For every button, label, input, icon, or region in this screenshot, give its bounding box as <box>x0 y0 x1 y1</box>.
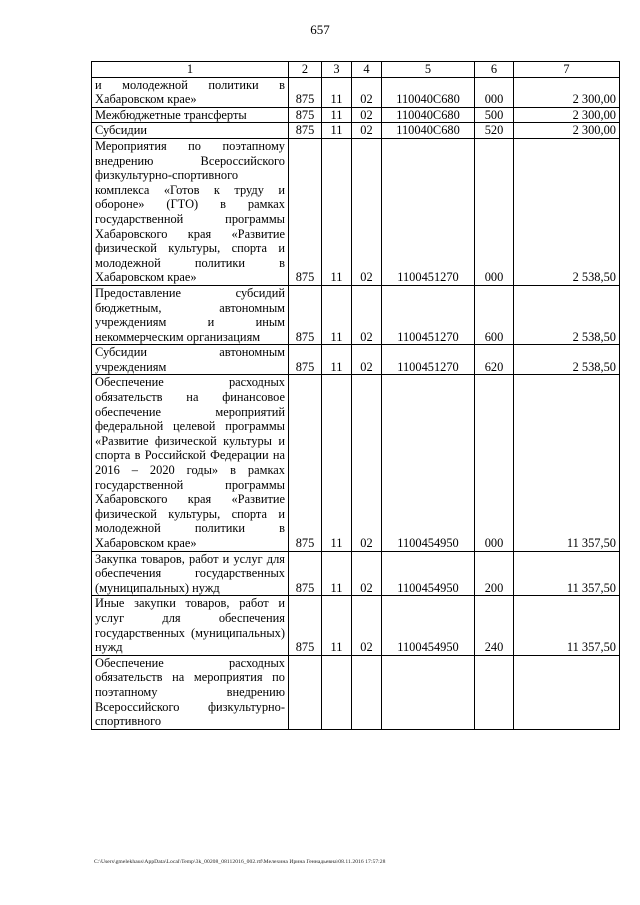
row-col-4: 02 <box>352 596 382 655</box>
row-col-2: 875 <box>289 123 322 139</box>
row-col-7: 2 300,00 <box>514 77 620 107</box>
row-col-3: 11 <box>322 285 352 344</box>
budget-table <box>91 61 620 730</box>
row-name: Межбюджетные трансферты <box>92 107 289 123</box>
row-col-4: 02 <box>352 123 382 139</box>
row-col-4: 02 <box>352 285 382 344</box>
row-col-3: 11 <box>322 123 352 139</box>
row-col-7: 2 538,50 <box>514 138 620 285</box>
row-col-5: 110040С680 <box>382 107 475 123</box>
row-col-3: 11 <box>322 138 352 285</box>
row-name: Мероприятия по поэтапному внедрению Всероссийского физкультурно-спортивного комплекса «Готов к труду и обороне» (ГТО) в рамках государственной программы Хабаровского края «Развитие физической культуры, спорта и молодежной политики в Хабаровском крае» <box>92 138 289 285</box>
header-cell: 4 <box>352 62 382 78</box>
table-header-row <box>92 62 620 78</box>
row-col-6: 000 <box>475 375 514 551</box>
row-name: Иные закупки товаров, работ и услуг для обеспечения государственных (муниципальных) нужд <box>92 596 289 655</box>
row-col-5: 1100451270 <box>382 285 475 344</box>
row-col-5 <box>382 655 475 729</box>
row-name: Субсидии <box>92 123 289 139</box>
row-col-6: 000 <box>475 77 514 107</box>
table-row <box>92 375 620 551</box>
row-col-7: 11 357,50 <box>514 375 620 551</box>
header-cell: 3 <box>322 62 352 78</box>
row-col-6: 620 <box>475 345 514 375</box>
table-row <box>92 285 620 344</box>
row-col-2 <box>289 655 322 729</box>
table-row <box>92 345 620 375</box>
header-cell: 7 <box>514 62 620 78</box>
row-col-7: 2 300,00 <box>514 123 620 139</box>
row-name: и молодежной политики в Хабаровском крае» <box>92 77 289 107</box>
header-cell: 1 <box>92 62 289 78</box>
row-col-4: 02 <box>352 107 382 123</box>
row-col-2: 875 <box>289 596 322 655</box>
row-col-3: 11 <box>322 345 352 375</box>
row-col-5: 1100454950 <box>382 551 475 596</box>
row-name: Субсидии автономным учреждениям <box>92 345 289 375</box>
row-col-4: 02 <box>352 375 382 551</box>
row-col-4: 02 <box>352 138 382 285</box>
header-cell: 5 <box>382 62 475 78</box>
row-col-7 <box>514 655 620 729</box>
row-col-2: 875 <box>289 375 322 551</box>
row-col-3: 11 <box>322 77 352 107</box>
row-col-2: 875 <box>289 285 322 344</box>
row-col-4: 02 <box>352 77 382 107</box>
row-col-6: 000 <box>475 138 514 285</box>
row-col-4 <box>352 655 382 729</box>
row-col-5: 1100451270 <box>382 138 475 285</box>
table-row <box>92 107 620 123</box>
row-col-3: 11 <box>322 375 352 551</box>
row-col-6: 500 <box>475 107 514 123</box>
row-col-4: 02 <box>352 551 382 596</box>
row-col-2: 875 <box>289 107 322 123</box>
row-col-7: 2 538,50 <box>514 285 620 344</box>
table-row <box>92 596 620 655</box>
row-col-5: 1100454950 <box>382 375 475 551</box>
row-col-3: 11 <box>322 596 352 655</box>
row-col-7: 11 357,50 <box>514 551 620 596</box>
row-col-3: 11 <box>322 107 352 123</box>
row-name: Закупка товаров, работ и услуг для обеспечения государственных (муниципальных) нужд <box>92 551 289 596</box>
row-col-3: 11 <box>322 551 352 596</box>
row-col-6: 240 <box>475 596 514 655</box>
table-row <box>92 551 620 596</box>
table-row <box>92 123 620 139</box>
row-col-5: 1100451270 <box>382 345 475 375</box>
row-col-5: 110040С680 <box>382 77 475 107</box>
row-col-7: 11 357,50 <box>514 596 620 655</box>
row-col-6: 200 <box>475 551 514 596</box>
row-name: Предоставление субсидий бюджетным, автономным учреждениям и иным некоммерческим организациям <box>92 285 289 344</box>
row-col-6: 520 <box>475 123 514 139</box>
row-name: Обеспечение расходных обязательств на мероприятия по поэтапному внедрению Всероссийского физкультурно-спортивного <box>92 655 289 729</box>
header-cell: 2 <box>289 62 322 78</box>
table-row <box>92 655 620 729</box>
row-col-5: 110040С680 <box>382 123 475 139</box>
table-row <box>92 77 620 107</box>
row-col-4: 02 <box>352 345 382 375</box>
row-col-3 <box>322 655 352 729</box>
row-col-2: 875 <box>289 551 322 596</box>
row-col-5: 1100454950 <box>382 596 475 655</box>
row-name: Обеспечение расходных обязательств на финансовое обеспечение мероприятий федеральной целевой программы «Развитие физической культуры и спорта в Российской Федерации на 2016 – 2020 годы» в рамках государственной программы Хабаровского края «Развитие физической культуры, спорта и молодежной политики в Хабаровском крае» <box>92 375 289 551</box>
row-col-2: 875 <box>289 77 322 107</box>
table-row <box>92 138 620 285</box>
file-path-footer: C:\Users\gmelekhaus\AppData\Local\Temp\3k_00208_08112016_002.rtf\Мелехина Ирина Геннадьевна\08.11.2016 17:57:28 <box>94 859 386 865</box>
page-number: 657 <box>310 22 330 37</box>
row-col-6: 600 <box>475 285 514 344</box>
row-col-7: 2 300,00 <box>514 107 620 123</box>
row-col-2: 875 <box>289 345 322 375</box>
row-col-7: 2 538,50 <box>514 345 620 375</box>
row-col-6 <box>475 655 514 729</box>
row-col-2: 875 <box>289 138 322 285</box>
header-cell: 6 <box>475 62 514 78</box>
